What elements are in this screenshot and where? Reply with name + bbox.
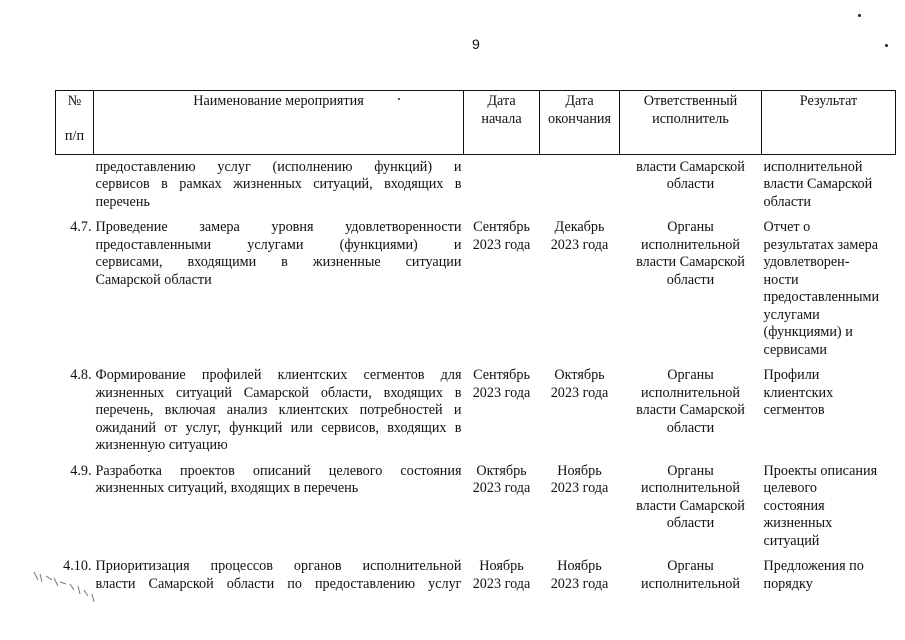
cell-end-date — [540, 154, 620, 219]
cell-responsible: Органы исполнительной власти Самарской области — [636, 462, 745, 531]
cell-responsible: Органы исполнительной — [641, 558, 740, 592]
cell-result: Проекты описания целевого состояния жизненных ситуаций — [763, 462, 878, 549]
cell-result: Предложения по порядку — [763, 558, 864, 592]
scan-speck — [858, 14, 861, 17]
cell-name: предоставлению услуг (исполнению функций) и сервисов в рамках жизненных ситуаций, входящих в перечень — [95, 158, 462, 210]
cell-start-date: Сентябрь 2023 года — [472, 219, 531, 253]
table-row-4-7 — [56, 219, 896, 367]
cell-name: Формирование профилей клиентских сегментов для жизненных ситуаций Самарской области, входящих в перечень, включая анализ клиентских потребностей и ожиданий от услуг, функций или сервисов, входящих в жизненную ситуацию — [95, 367, 462, 453]
cell-end-date: Ноябрь 2023 года — [550, 462, 609, 496]
cell-result: Профили клиентских сегментов — [763, 367, 834, 418]
cell-num: 4.9. — [70, 462, 92, 479]
cell-responsible: Органы исполнительной власти Самарской области — [636, 219, 745, 288]
cell-name: Разработка проектов описаний целевого состояния жизненных ситуаций, входящих в перечень — [95, 462, 462, 496]
table-row-4-10 — [56, 558, 896, 601]
cell-result: Отчет о результатах замера удовлетворен- ности предоставленными услугами (функциями) и сервисами — [763, 219, 880, 358]
scan-scribble-mark — [30, 566, 100, 604]
cell-responsible: власти Самарской области — [636, 158, 745, 192]
cell-end-date: Октябрь 2023 года — [550, 367, 609, 401]
table-row-4-8 — [56, 367, 896, 463]
scan-speck — [398, 98, 400, 100]
header-responsible: Ответственный исполнитель — [620, 91, 762, 155]
cell-end-date: Декабрь 2023 года — [550, 219, 609, 253]
header-result: Результат — [762, 91, 896, 155]
page-number: 9 — [472, 36, 480, 52]
cell-responsible: Органы исполнительной власти Самарской области — [636, 367, 745, 436]
cell-num: 4.10. — [63, 558, 92, 574]
cell-start-date — [464, 154, 540, 219]
cell-end-date: Ноябрь 2023 года — [550, 558, 609, 592]
header-end-date: Дата окончания — [540, 91, 620, 155]
header-name: Наименование мероприятия — [94, 91, 464, 155]
cell-name: Проведение замера уровня удовлетворенности предоставленными услугами (функциями) и сервисами, входящими в жизненные ситуации Самарской области — [95, 219, 462, 288]
table-row-4-9 — [56, 463, 896, 559]
scan-speck — [885, 44, 888, 47]
table-header-row — [56, 91, 896, 155]
header-num: № п/п — [56, 91, 94, 155]
table-row-continuation — [56, 154, 896, 219]
cell-start-date: Октябрь 2023 года — [472, 462, 531, 496]
events-table — [55, 90, 896, 601]
cell-num — [56, 154, 94, 219]
cell-name: Приоритизация процессов органов исполнительной власти Самарской области по предоставлению услуг — [95, 558, 462, 592]
cell-start-date: Сентябрь 2023 года — [472, 367, 531, 401]
cell-num: 4.8. — [70, 367, 92, 383]
cell-num: 4.7. — [70, 219, 92, 235]
cell-result: исполнительной власти Самарской области — [763, 158, 873, 210]
header-start-date: Дата начала — [464, 91, 540, 155]
cell-start-date: Ноябрь 2023 года — [472, 558, 531, 592]
